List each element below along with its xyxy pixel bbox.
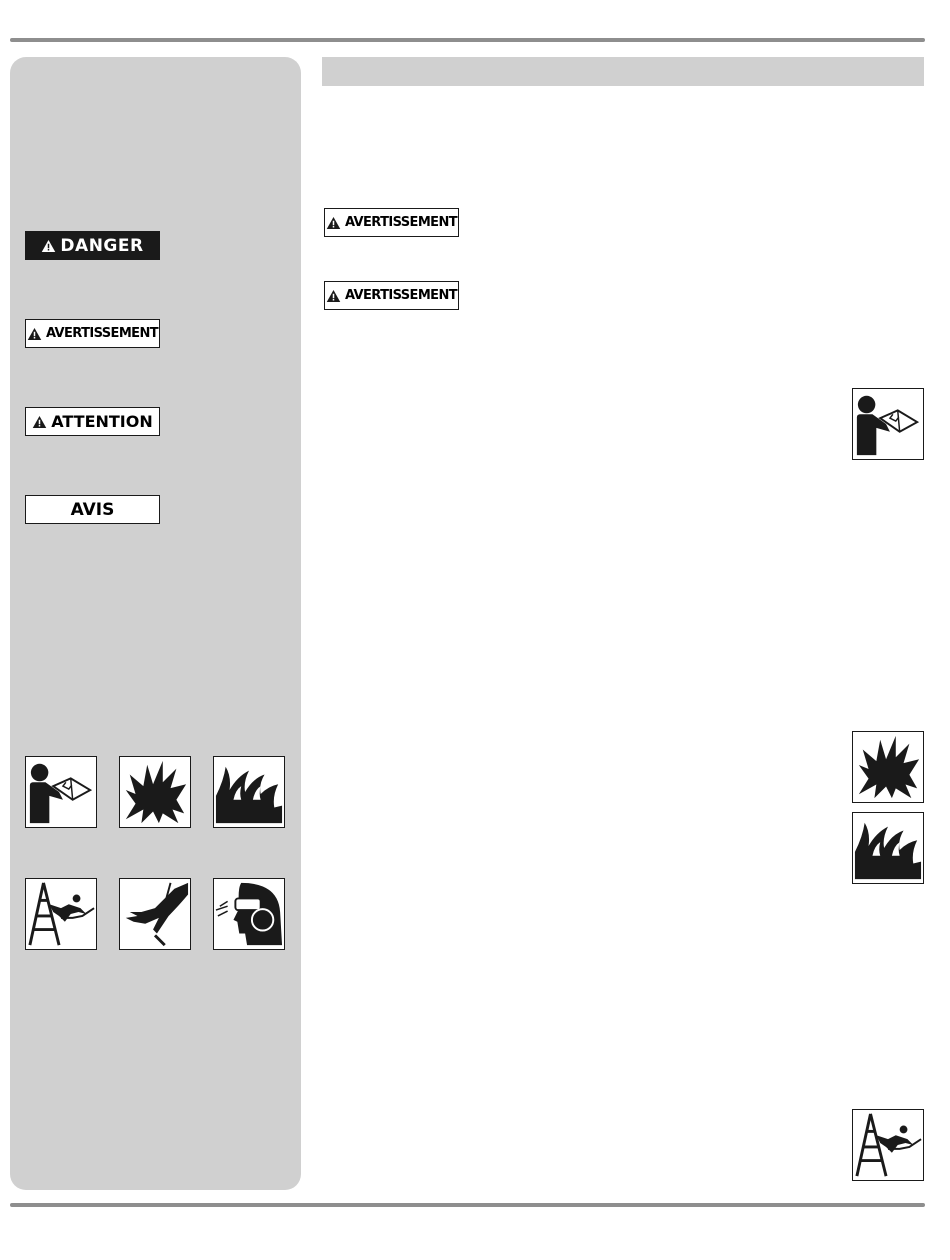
main-warning-label-2 bbox=[324, 281, 459, 310]
explosion-icon bbox=[852, 731, 924, 803]
cut-hazard-icon bbox=[119, 878, 191, 950]
fall-hazard-icon bbox=[852, 1109, 924, 1181]
sidebar-panel bbox=[10, 57, 301, 1190]
main-warning-label-1 bbox=[324, 208, 459, 237]
warning-triangle-icon bbox=[27, 327, 42, 341]
bottom-rule bbox=[10, 1203, 925, 1207]
explosion-icon bbox=[119, 756, 191, 828]
read-manual-icon bbox=[25, 756, 97, 828]
danger-label bbox=[25, 231, 160, 260]
caution-label bbox=[25, 407, 160, 436]
fall-hazard-icon bbox=[25, 878, 97, 950]
warning-text: AVERTISSEMENT bbox=[344, 288, 458, 303]
danger-text: DANGER bbox=[60, 235, 144, 256]
eye-ear-protection-icon bbox=[213, 878, 285, 950]
caution-text: ATTENTION bbox=[51, 412, 153, 431]
warning-triangle-icon bbox=[32, 415, 47, 429]
read-manual-icon bbox=[852, 388, 924, 460]
warning-text: AVERTISSEMENT bbox=[45, 326, 159, 341]
fire-icon bbox=[213, 756, 285, 828]
section-header-bar bbox=[322, 57, 924, 86]
notice-label bbox=[25, 495, 160, 524]
warning-label bbox=[25, 319, 160, 348]
warning-triangle-icon bbox=[326, 216, 341, 230]
warning-triangle-icon bbox=[326, 289, 341, 303]
top-rule bbox=[10, 38, 925, 42]
notice-text: AVIS bbox=[70, 499, 115, 520]
fire-icon bbox=[852, 812, 924, 884]
warning-text: AVERTISSEMENT bbox=[344, 215, 458, 230]
warning-triangle-icon bbox=[41, 239, 56, 253]
